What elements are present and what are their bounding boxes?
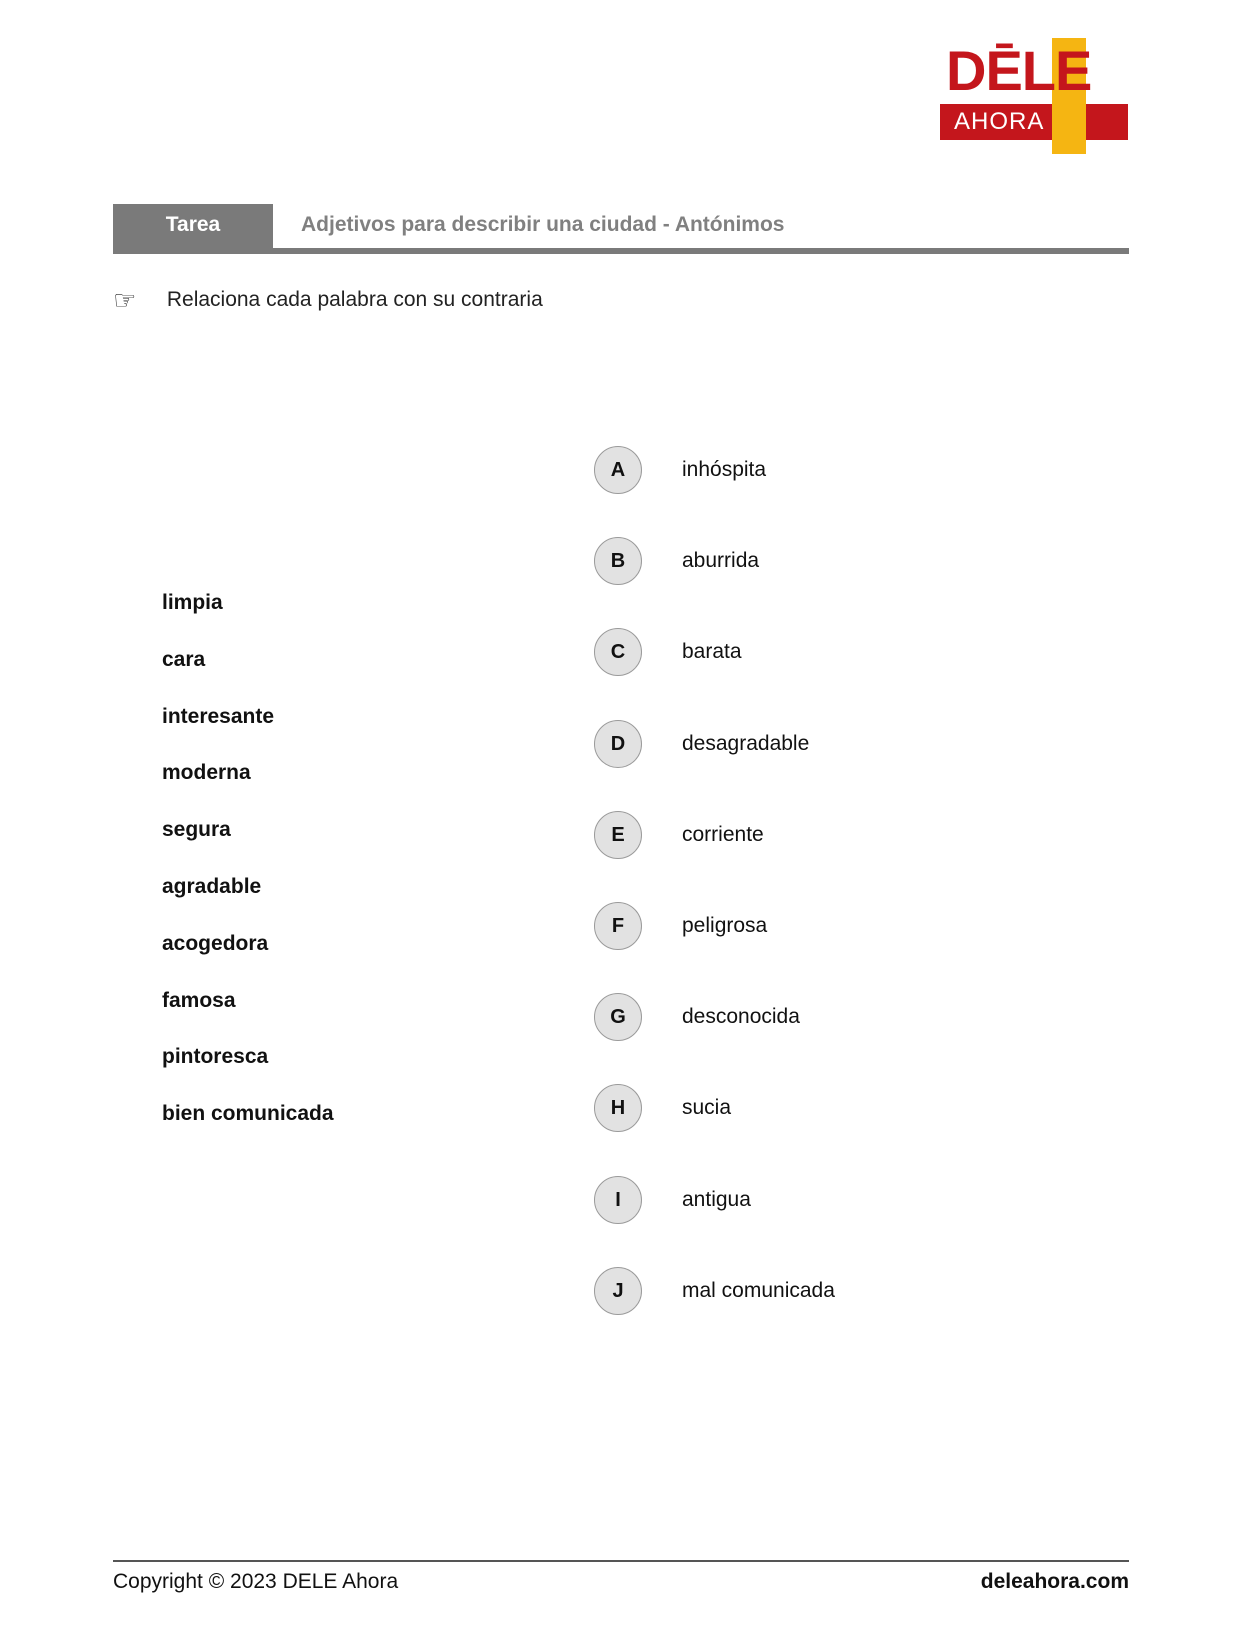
option-word: inhóspita	[682, 458, 767, 481]
option-word: antigua	[682, 1187, 751, 1211]
option-letter-badge: C	[594, 628, 642, 676]
option-word: aburrida	[682, 549, 760, 573]
word-item: cara	[162, 647, 206, 671]
pointing-hand-icon: ☞	[113, 285, 137, 315]
site-link[interactable]: deleahora.com	[980, 1570, 1129, 1593]
copyright-text: Copyright © 2023 DELE Ahora	[113, 1570, 399, 1593]
word-item: limpia	[162, 591, 223, 614]
logo-dele-text: DĒLE	[946, 39, 1092, 102]
option-word: barata	[682, 640, 742, 664]
option-letter-badge: D	[594, 720, 642, 768]
task-title: Adjetivos para describir una ciudad - Antónimos	[301, 213, 785, 236]
word-item: moderna	[162, 761, 251, 785]
instruction-text: Relaciona cada palabra con su contraria	[166, 288, 543, 311]
option-word: mal comunicada	[682, 1278, 835, 1302]
header-rule	[113, 248, 1129, 254]
option-word: desagradable	[682, 731, 810, 755]
option-letter-badge: F	[594, 902, 642, 950]
page-footer	[113, 1560, 1129, 1593]
option-word: peligrosa	[682, 913, 768, 937]
task-header	[113, 204, 1129, 254]
task-tab: Tarea	[113, 204, 273, 250]
word-item: bien comunicada	[162, 1102, 334, 1126]
word-item: famosa	[162, 988, 236, 1012]
word-item: agradable	[162, 874, 262, 898]
option-letter-badge: E	[594, 811, 642, 859]
option-letter-badge: H	[594, 1084, 642, 1132]
option-letter-badge: B	[594, 537, 642, 585]
option-letter-badge: I	[594, 1176, 642, 1224]
word-item: interesante	[162, 704, 275, 728]
option-word: desconocida	[682, 1005, 800, 1029]
option-word: corriente	[682, 822, 764, 846]
word-item: pintoresca	[162, 1045, 269, 1069]
logo-ahora-text: AHORA	[954, 108, 1045, 135]
option-letter-badge: J	[594, 1267, 642, 1315]
footer-rule	[113, 1560, 1129, 1562]
instruction	[113, 282, 543, 318]
option-letter-badge: G	[594, 993, 642, 1041]
word-item: acogedora	[162, 931, 269, 955]
option-letter-badge: A	[594, 446, 642, 494]
option-word: sucia	[682, 1096, 732, 1120]
word-list	[162, 586, 334, 1154]
dele-ahora-logo	[940, 36, 1130, 156]
word-item: segura	[162, 818, 231, 842]
